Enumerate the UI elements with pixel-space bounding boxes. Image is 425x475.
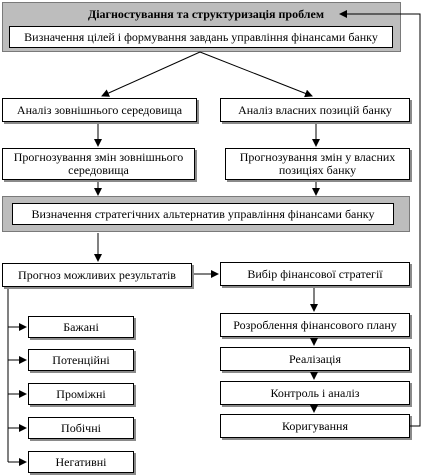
box-alternatives: Визначення стратегічних альтернатив управління фінансами банку [12, 203, 394, 225]
box-potential: Потенційні [28, 349, 134, 371]
box-strategy-choice: Вибір фінансової стратегії [220, 262, 410, 286]
box-negative: Негативні [28, 451, 134, 473]
box-side: Побічні [28, 417, 134, 439]
box-desired: Бажані [28, 316, 134, 338]
box-correction: Коригування [220, 414, 410, 438]
box-ext-analysis: Аналіз зовнішнього середовища [2, 98, 197, 122]
box-diagnosis: Діагностування та структуризація проблем [87, 7, 325, 21]
box-own-analysis: Аналіз власних позицій банку [220, 98, 410, 122]
box-ext-forecast: Прогнозування змін зовнішнього середовища [2, 148, 195, 180]
box-control: Контроль і аналіз [220, 381, 410, 405]
arrow-top-to-own-analysis [200, 52, 312, 96]
box-plan: Розроблення фінансового плану [220, 313, 410, 337]
box-results-forecast: Прогноз можливих результатів [2, 263, 192, 287]
box-goals: Визначення цілей і формування завдань управління фінансами банку [9, 26, 393, 48]
box-intermediate: Проміжні [28, 383, 134, 405]
arrow-top-to-ext-analysis [102, 52, 200, 96]
box-implementation: Реалізація [220, 347, 410, 371]
box-own-forecast: Прогнозування змін у власних позиціях банку [225, 148, 410, 180]
